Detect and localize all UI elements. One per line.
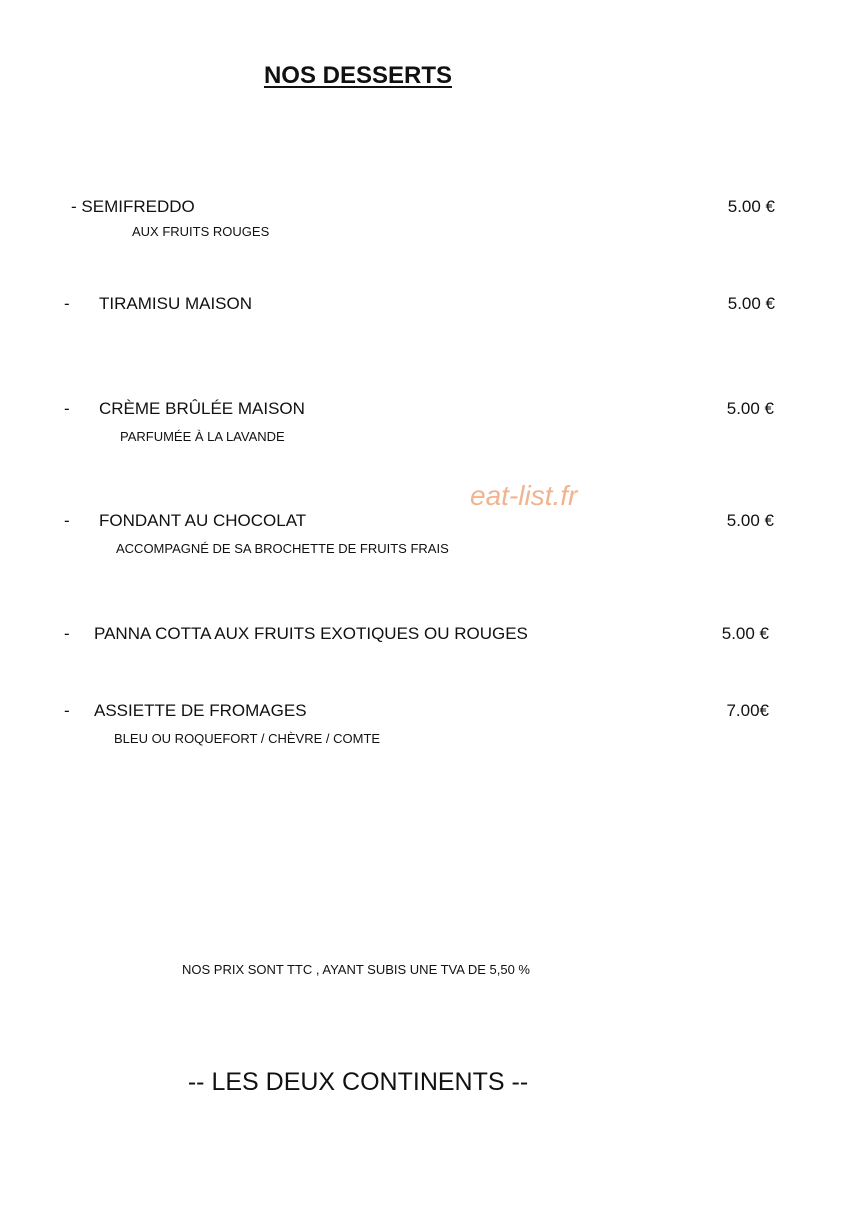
menu-item-price: 5.00 € <box>726 511 774 530</box>
item-dash: - <box>71 197 77 216</box>
menu-item-price: 5.00 € <box>726 399 774 418</box>
item-dash: - <box>64 399 70 418</box>
menu-item-description: BLEU OU ROQUEFORT / CHÈVRE / COMTE <box>114 731 381 746</box>
watermark-text: eat-list.fr <box>470 480 578 511</box>
item-name-text: SEMIFREDDO <box>81 197 195 216</box>
menu-item-price: 5.00 € <box>727 197 775 216</box>
menu-item-name: ASSIETTE DE FROMAGES <box>94 701 307 720</box>
menu-item-price: 5.00 € <box>727 294 775 313</box>
menu-item-name: PANNA COTTA AUX FRUITS EXOTIQUES OU ROUGES <box>94 624 528 643</box>
page-title: NOS DESSERTS <box>263 62 453 89</box>
menu-item-description: AUX FRUITS ROUGES <box>132 224 270 239</box>
item-dash: - <box>64 701 70 720</box>
menu-item-price: 7.00€ <box>726 701 769 720</box>
menu-item-description: ACCOMPAGNÉ DE SA BROCHETTE DE FRUITS FRAIS <box>116 541 449 556</box>
item-dash: - <box>64 511 70 530</box>
menu-item-description: PARFUMÉE À LA LAVANDE <box>120 429 285 444</box>
price-note: NOS PRIX SONT TTC , AYANT SUBIS UNE TVA DE 5,50 % <box>182 962 530 977</box>
item-dash: - <box>64 624 70 643</box>
menu-item-price: 5.00 € <box>721 624 769 643</box>
restaurant-name: -- LES DEUX CONTINENTS -- <box>187 1068 529 1096</box>
menu-item-name: CRÈME BRÛLÉE MAISON <box>99 399 305 418</box>
menu-item-name <box>71 197 195 217</box>
menu-item-name: TIRAMISU MAISON <box>99 294 253 313</box>
menu-item-name: FONDANT AU CHOCOLAT <box>99 511 307 530</box>
item-dash: - <box>64 294 70 313</box>
